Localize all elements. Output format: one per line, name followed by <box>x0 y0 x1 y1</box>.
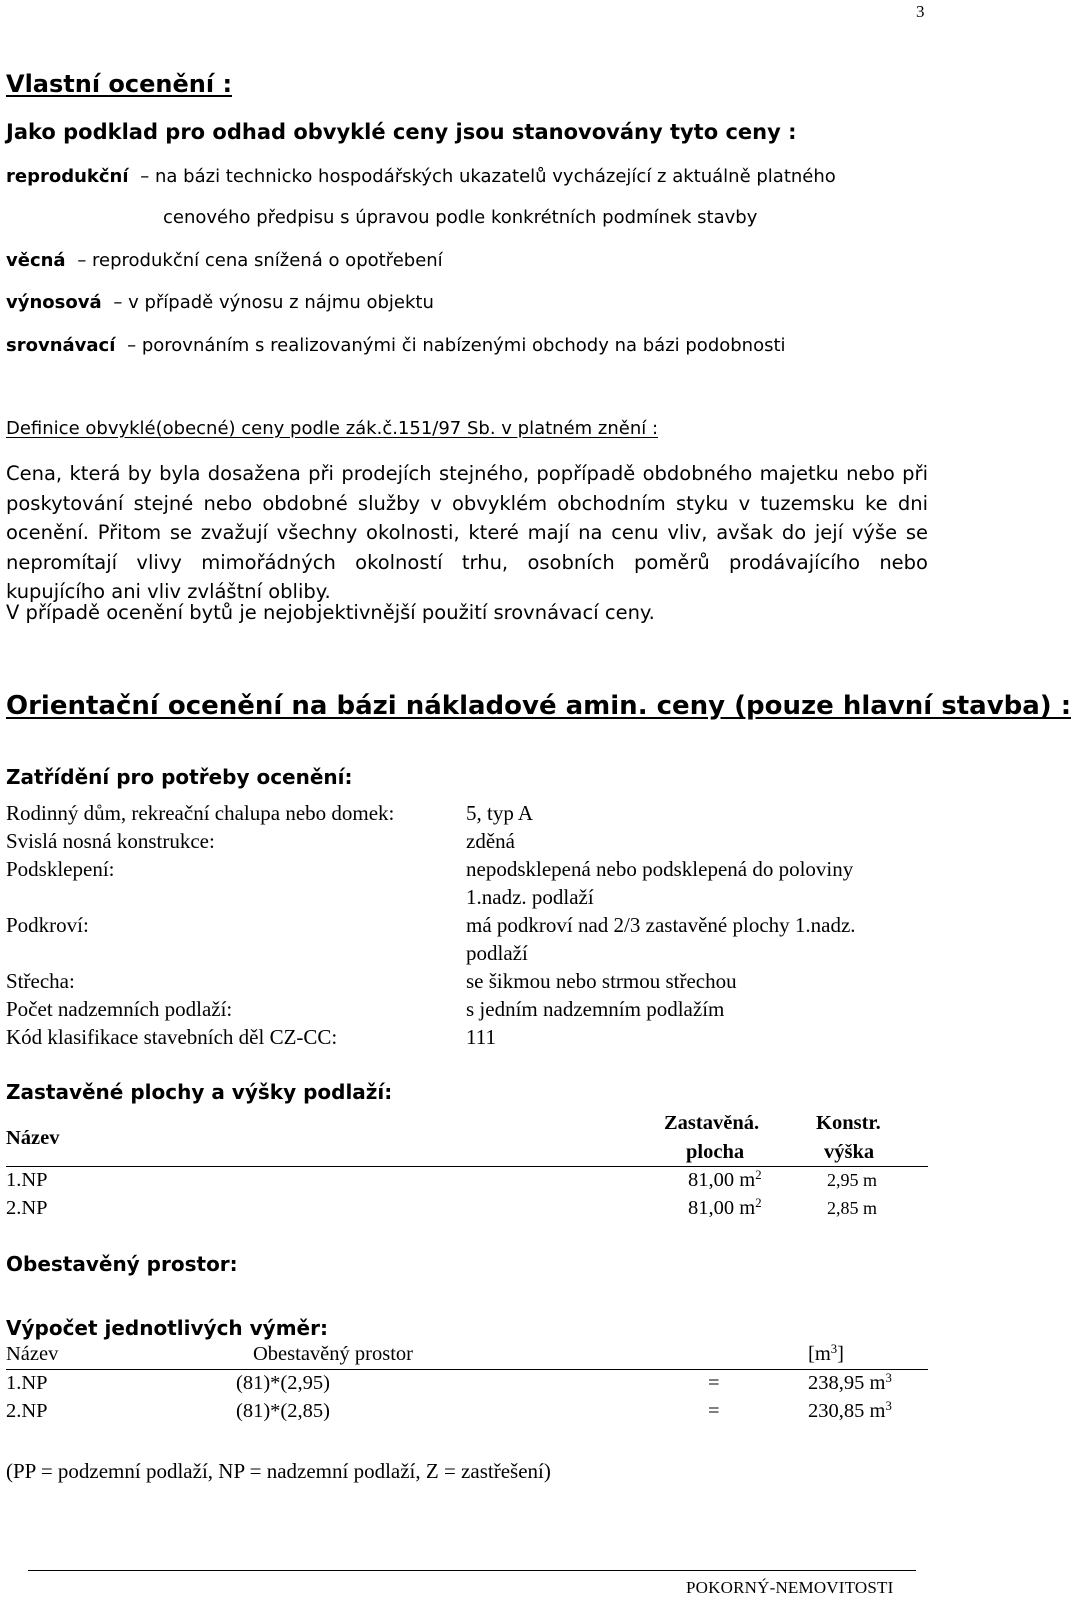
definition-term: srovnávací <box>6 335 116 356</box>
classification-value: se šikmou nebo strmou střechou <box>466 969 737 993</box>
classification-value: má podkroví nad 2/3 zastavěné plochy 1.nadz. <box>466 913 856 937</box>
definition-reprodukcni <box>6 166 836 187</box>
volume-value: 230,85 m <box>808 1400 886 1422</box>
volume-table-header-name: Název <box>6 1343 59 1365</box>
volume-exponent: 3 <box>885 1371 892 1386</box>
volume-row-value <box>808 1400 892 1423</box>
classification-value: s jedním nadzemním podlažím <box>466 997 725 1021</box>
volume-row-value <box>808 1372 892 1395</box>
definice-title-text: Definice obvyklé(obecné) ceny podle zák.č.151/97 Sb. v platném znění : <box>6 418 659 439</box>
definition-vynosova <box>6 292 434 313</box>
volume-row-name: 1.NP <box>6 1372 48 1394</box>
floor-table-header-height: Konstr. <box>816 1112 881 1134</box>
classification-label: Rodinný dům, rekreační chalupa nebo domek: <box>6 801 395 825</box>
classification-value: zděná <box>466 829 515 853</box>
definice-last-line: V případě ocenění bytů je nejobjektivnější použití srovnávací ceny. <box>6 601 655 624</box>
floor-row-name: 1.NP <box>6 1169 48 1191</box>
vypocet-title: Výpočet jednotlivých výměr: <box>6 1316 328 1340</box>
floor-table-header-area: Zastavěná. <box>664 1112 760 1134</box>
section-heading-orientacni-oceneni: Orientační ocenění na bázi nákladové amin. ceny (pouze hlavní stavba) : <box>6 691 1071 721</box>
floor-table-header-name: Název <box>6 1127 60 1149</box>
floor-row-area-value: 81,00 m <box>688 1169 756 1191</box>
definition-text: – reprodukční cena snížená o opotřebení <box>77 250 443 271</box>
floor-table-header-area-2: plocha <box>686 1141 745 1163</box>
obestaveny-title: Obestavěný prostor: <box>6 1252 238 1276</box>
floor-row-area-value: 81,00 m <box>688 1197 756 1219</box>
classification-label: Svislá nosná konstrukce: <box>6 829 215 853</box>
abbreviation-legend: (PP = podzemní podlaží, NP = nadzemní podlaží, Z = zastřešení) <box>6 1459 551 1483</box>
definition-continuation <box>163 207 757 228</box>
page-number: 3 <box>916 2 925 21</box>
floor-table-divider <box>6 1166 928 1167</box>
classification-value-cont: podlaží <box>466 941 528 965</box>
zatrideni-title: Zatřídění pro potřeby ocenění: <box>6 765 353 789</box>
definice-title <box>6 418 658 439</box>
volume-row-formula: (81)*(2,95) <box>236 1372 330 1394</box>
classification-label: Podkroví: <box>6 913 89 937</box>
footer-rule <box>28 1570 916 1571</box>
definice-paragraph: Cena, která by byla dosažena při prodejích stejného, popřípadě obdobného majetku nebo při poskytování stejné nebo obdobné služby v obvyklém obchodním styku v tuzemsku ke dni ocenění. Přitom se zvažují všechny okolnosti, které mají na cenu vliv, avšak do její výše se nepromítají vlivy mimořádných okolností trhu, osobních poměrů prodávajícího nebo kupujícího ani vliv zvláštní obliby. <box>6 462 928 603</box>
classification-label: Kód klasifikace stavebních děl CZ-CC: <box>6 1025 338 1049</box>
volume-row-equals: = <box>708 1372 720 1394</box>
volume-row-formula: (81)*(2,85) <box>236 1400 330 1422</box>
classification-label: Počet nadzemních podlaží: <box>6 997 233 1021</box>
definition-term: věcná <box>6 250 66 271</box>
floor-row-height: 2,85 m <box>827 1198 878 1218</box>
definition-text: – na bázi technicko hospodářských ukazatelů vycházející z aktuálně platného <box>140 166 836 187</box>
footer-company: POKORNÝ-NEMOVITOSTI <box>686 1578 894 1597</box>
definition-text: cenového předpisu s úpravou podle konkrétních podmínek stavby <box>163 207 758 228</box>
unit-exponent: 3 <box>830 1342 838 1357</box>
classification-value-cont: 1.nadz. podlaží <box>466 885 594 909</box>
definition-srovnavaci <box>6 335 786 356</box>
definition-text: – porovnáním s realizovanými či nabízenými obchody na bázi podobnosti <box>127 335 786 356</box>
unit-text: [m <box>808 1343 831 1365</box>
definition-text: – v případě výnosu z nájmu objektu <box>113 292 434 313</box>
section-heading-vlastni-oceneni: Vlastní ocenění : <box>6 70 233 98</box>
volume-table-divider <box>6 1369 928 1370</box>
volume-row-name: 2.NP <box>6 1400 48 1422</box>
definition-term: reprodukční <box>6 166 129 187</box>
floor-row-name: 2.NP <box>6 1197 48 1219</box>
classification-label: Střecha: <box>6 969 75 993</box>
floor-row-height: 2,95 m <box>827 1170 878 1190</box>
definition-vecna <box>6 250 443 271</box>
volume-exponent: 3 <box>885 1399 892 1414</box>
zastavene-title: Zastavěné plochy a výšky podlaží: <box>6 1080 393 1104</box>
floor-row-area <box>688 1197 762 1220</box>
floor-row-area <box>688 1169 762 1192</box>
definition-term: výnosová <box>6 292 102 313</box>
volume-row-equals: = <box>708 1400 720 1422</box>
volume-table-header-unit <box>808 1343 844 1366</box>
floor-table-header-height-2: výška <box>824 1141 875 1163</box>
area-exponent: 2 <box>755 1196 762 1211</box>
volume-value: 238,95 m <box>808 1372 886 1394</box>
classification-label: Podsklepení: <box>6 857 115 881</box>
classification-value: 5, typ A <box>466 801 534 825</box>
classification-value: 111 <box>466 1025 496 1049</box>
unit-bracket: ] <box>837 1343 844 1365</box>
classification-value: nepodsklepená nebo podsklepená do poloviny <box>466 857 854 881</box>
area-exponent: 2 <box>755 1168 762 1183</box>
volume-table-header-volume: Obestavěný prostor <box>253 1343 413 1365</box>
intro-text: Jako podklad pro odhad obvyklé ceny jsou stanovovány tyto ceny : <box>6 120 797 144</box>
